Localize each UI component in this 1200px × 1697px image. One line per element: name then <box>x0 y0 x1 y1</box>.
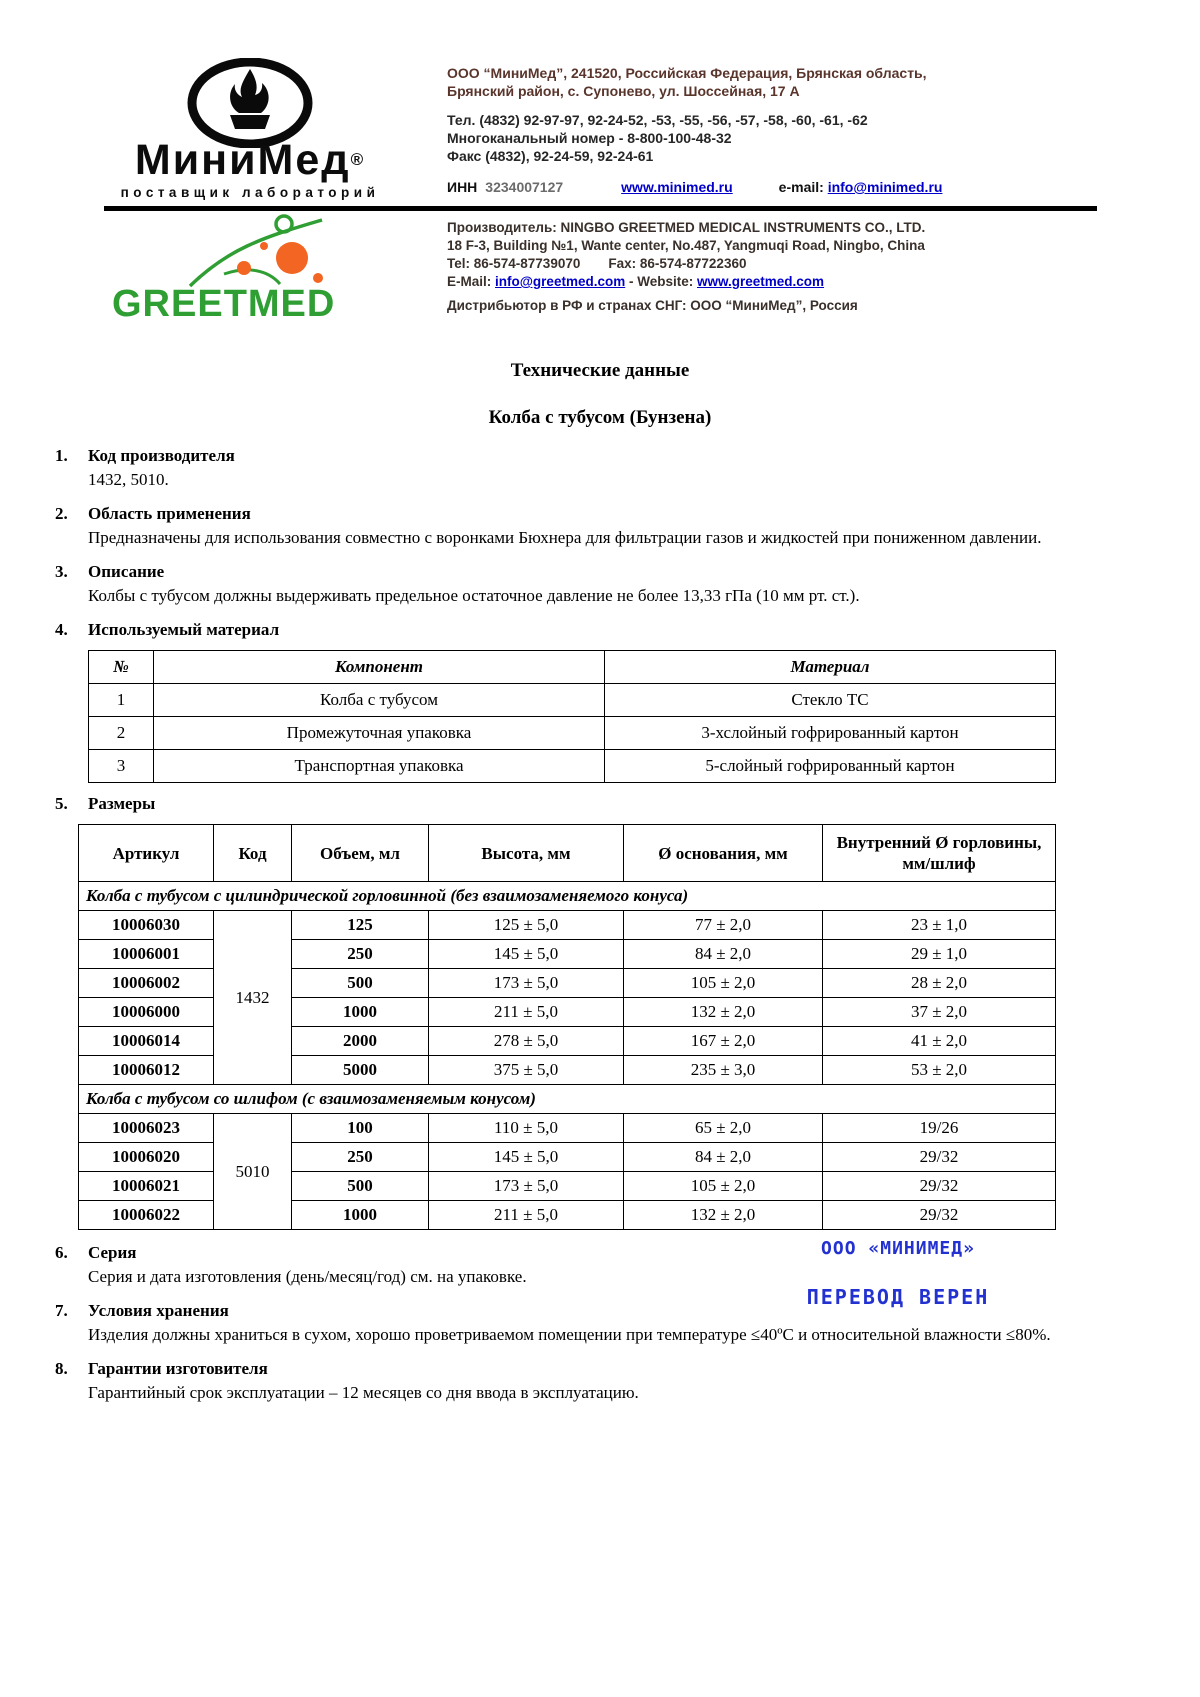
section-heading: Условия хранения <box>88 1301 229 1320</box>
stamp-company-line: ООО «МИНИМЕД» <box>821 1238 975 1259</box>
section-warranty <box>55 1358 1055 1404</box>
code-cell: 1432 <box>214 911 292 1085</box>
lamp-flame-icon <box>186 58 314 148</box>
base-cell: 77 ± 2,0 <box>624 911 823 940</box>
col-header-height: Высота, мм <box>429 825 624 882</box>
volume-cell: 250 <box>292 1143 429 1172</box>
inn-line <box>447 178 1102 196</box>
manufacturer-email-label: E-Mail: <box>447 274 492 289</box>
header-divider <box>104 206 1097 211</box>
base-cell: 167 ± 2,0 <box>624 1027 823 1056</box>
group-caption-row <box>79 882 1056 911</box>
volume-cell: 5000 <box>292 1056 429 1085</box>
neck-cell: 19/26 <box>823 1114 1056 1143</box>
translation-stamp <box>798 1238 998 1309</box>
table-header-row <box>79 825 1056 882</box>
phone-line: Тел. (4832) 92-97-97, 92-24-52, -53, -55, -56, -57, -58, -60, -61, -62 <box>447 112 868 128</box>
table-row <box>89 750 1056 783</box>
section-body: Предназначены для использования совместно с воронками Бюхнера для фильтрации газов и жидкостей при пониженном давлении. <box>88 528 1042 547</box>
company-address-line1: ООО “МиниМед”, 241520, Российская Федерация, Брянская область, <box>447 65 927 81</box>
section-number: 5. <box>55 794 68 813</box>
manufacturer-tel: Tel: 86-574-87739070 <box>447 256 581 271</box>
group-caption-row <box>79 1085 1056 1114</box>
article-cell: 10006022 <box>79 1201 214 1230</box>
group-caption: Колба с тубусом с цилиндрической горловинной (без взаимозаменяемого конуса) <box>79 882 1056 911</box>
volume-cell: 1000 <box>292 1201 429 1230</box>
table-row <box>89 717 1056 750</box>
height-cell: 145 ± 5,0 <box>429 940 624 969</box>
greetmed-logo <box>112 212 382 324</box>
section-number: 8. <box>55 1359 68 1378</box>
section-body: Гарантийный срок эксплуатации – 12 месяцев со дня ввода в эксплуатацию. <box>88 1383 639 1402</box>
inn-label: ИНН <box>447 179 478 195</box>
table-cell: Транспортная упаковка <box>154 750 605 783</box>
multichannel-line: Многоканальный номер - 8-800-100-48-32 <box>447 130 732 146</box>
article-cell: 10006021 <box>79 1172 214 1201</box>
brand-text: МиниМед <box>134 136 351 184</box>
fax-line: Факс (4832), 92-24-59, 92-24-61 <box>447 148 654 164</box>
article-cell: 10006030 <box>79 911 214 940</box>
section-description <box>55 561 1055 607</box>
company-address-line2: Брянский район, с. Супонево, ул. Шоссейная, 17 А <box>447 83 800 99</box>
section-body: Колбы с тубусом должны выдерживать предельное остаточное давление не более 13,33 гПа (10 мм рт. ст.). <box>88 586 860 605</box>
section-heading: Используемый материал <box>88 620 280 639</box>
neck-cell: 53 ± 2,0 <box>823 1056 1056 1085</box>
base-cell: 65 ± 2,0 <box>624 1114 823 1143</box>
col-header-neck-diameter: Внутренний Ø горловины, мм/шлиф <box>823 825 1056 882</box>
section-body: Изделия должны храниться в сухом, хорошо проветриваемом помещении при температуре ≤40ºС и относительной влажности ≤80%. <box>88 1325 1051 1344</box>
stamp-verified-line: ПЕРЕВОД ВЕРЕН <box>806 1285 990 1309</box>
code-cell: 5010 <box>214 1114 292 1230</box>
article-cell: 10006014 <box>79 1027 214 1056</box>
section-manufacturer-code <box>55 445 1055 491</box>
minimed-logo <box>100 58 400 200</box>
base-cell: 235 ± 3,0 <box>624 1056 823 1085</box>
section-heading: Код производителя <box>88 446 235 465</box>
table-cell: 1 <box>89 684 154 717</box>
article-cell: 10006012 <box>79 1056 214 1085</box>
neck-cell: 29 ± 1,0 <box>823 940 1056 969</box>
table-cell: 3 <box>89 750 154 783</box>
greetmed-wordmark: GREETMED <box>112 283 336 325</box>
volume-cell: 100 <box>292 1114 429 1143</box>
height-cell: 211 ± 5,0 <box>429 1201 624 1230</box>
article-cell: 10006002 <box>79 969 214 998</box>
table-cell: 3-хслойный гофрированный картон <box>605 717 1056 750</box>
manufacturer-email-link[interactable]: info@greetmed.com <box>495 274 626 289</box>
section-application <box>55 503 1055 549</box>
height-cell: 173 ± 5,0 <box>429 1172 624 1201</box>
manufacturer-website-link[interactable]: www.greetmed.com <box>697 274 825 289</box>
inn-value: 3234007127 <box>485 179 564 195</box>
height-cell: 278 ± 5,0 <box>429 1027 624 1056</box>
height-cell: 173 ± 5,0 <box>429 969 624 998</box>
neck-cell: 28 ± 2,0 <box>823 969 1056 998</box>
table-row <box>79 1114 1056 1143</box>
section-materials <box>55 619 1055 783</box>
section-number: 1. <box>55 446 68 465</box>
base-cell: 132 ± 2,0 <box>624 1201 823 1230</box>
table-row <box>89 684 1056 717</box>
height-cell: 211 ± 5,0 <box>429 998 624 1027</box>
website-link[interactable]: www.minimed.ru <box>621 179 733 195</box>
table-cell: 2 <box>89 717 154 750</box>
col-header-material: Материал <box>605 651 1056 684</box>
registered-mark: ® <box>350 150 366 169</box>
manufacturer-info <box>447 219 1102 314</box>
table-cell: Промежуточная упаковка <box>154 717 605 750</box>
base-cell: 105 ± 2,0 <box>624 1172 823 1201</box>
section-number: 6. <box>55 1243 68 1262</box>
col-header-article: Артикул <box>79 825 214 882</box>
section-heading: Гарантии изготовителя <box>88 1359 268 1378</box>
table-cell: Стекло ТС <box>605 684 1056 717</box>
col-header-number: № <box>89 651 154 684</box>
section-heading: Область применения <box>88 504 251 523</box>
article-cell: 10006020 <box>79 1143 214 1172</box>
greetmed-berries-icon <box>172 212 362 288</box>
article-cell: 10006000 <box>79 998 214 1027</box>
base-cell: 84 ± 2,0 <box>624 1143 823 1172</box>
height-cell: 145 ± 5,0 <box>429 1143 624 1172</box>
dimensions-table <box>78 824 1056 1230</box>
brand-name <box>100 138 400 182</box>
manufacturer-line2: 18 F-3, Building №1, Wante center, No.487, Yangmuqi Road, Ningbo, China <box>447 238 925 253</box>
manufacturer-telfax <box>447 255 1102 272</box>
col-header-volume: Объем, мл <box>292 825 429 882</box>
materials-table <box>88 650 1056 783</box>
table-cell: 5-слойный гофрированный картон <box>605 750 1056 783</box>
volume-cell: 250 <box>292 940 429 969</box>
section-heading: Размеры <box>88 794 156 813</box>
base-cell: 105 ± 2,0 <box>624 969 823 998</box>
neck-cell: 23 ± 1,0 <box>823 911 1056 940</box>
height-cell: 375 ± 5,0 <box>429 1056 624 1085</box>
email-link[interactable]: info@minimed.ru <box>827 179 943 195</box>
neck-cell: 29/32 <box>823 1172 1056 1201</box>
col-header-base-diameter: Ø основания, мм <box>624 825 823 882</box>
volume-cell: 2000 <box>292 1027 429 1056</box>
volume-cell: 1000 <box>292 998 429 1027</box>
manufacturer-web-line <box>447 273 1102 290</box>
neck-cell: 41 ± 2,0 <box>823 1027 1056 1056</box>
neck-cell: 37 ± 2,0 <box>823 998 1056 1027</box>
section-number: 3. <box>55 562 68 581</box>
height-cell: 125 ± 5,0 <box>429 911 624 940</box>
section-heading: Описание <box>88 562 165 581</box>
table-row <box>79 911 1056 940</box>
manufacturer-line1: Производитель: NINGBO GREETMED MEDICAL INSTRUMENTS CO., LTD. <box>447 220 926 235</box>
section-dimensions <box>55 793 1055 1230</box>
base-cell: 84 ± 2,0 <box>624 940 823 969</box>
section-number: 4. <box>55 620 68 639</box>
volume-cell: 125 <box>292 911 429 940</box>
neck-cell: 29/32 <box>823 1201 1056 1230</box>
email-label: e-mail: <box>778 179 824 195</box>
col-header-component: Компонент <box>154 651 605 684</box>
manufacturer-fax: Fax: 86-574-87722360 <box>608 256 747 271</box>
company-contacts <box>447 64 1102 196</box>
document-content <box>0 360 1200 1404</box>
brand-tagline: поставщик лабораторий <box>120 185 380 200</box>
table-cell: Колба с тубусом <box>154 684 605 717</box>
section-heading: Серия <box>88 1243 137 1262</box>
group-caption: Колба с тубусом со шлифом (с взаимозаменяемым конусом) <box>79 1085 1056 1114</box>
section-body: 1432, 5010. <box>88 470 169 489</box>
section-number: 2. <box>55 504 68 523</box>
article-cell: 10006001 <box>79 940 214 969</box>
section-body: Серия и дата изготовления (день/месяц/год) см. на упаковке. <box>88 1267 527 1286</box>
table-header-row <box>89 651 1056 684</box>
height-cell: 110 ± 5,0 <box>429 1114 624 1143</box>
section-number: 7. <box>55 1301 68 1320</box>
base-cell: 132 ± 2,0 <box>624 998 823 1027</box>
distributor-line: Дистрибьютор в РФ и странах СНГ: ООО “МиниМед”, Россия <box>447 298 858 313</box>
col-header-code: Код <box>214 825 292 882</box>
article-cell: 10006023 <box>79 1114 214 1143</box>
manufacturer-website-sep: - Website: <box>628 274 694 289</box>
document-title: Технические данные <box>510 360 690 381</box>
volume-cell: 500 <box>292 1172 429 1201</box>
volume-cell: 500 <box>292 969 429 998</box>
neck-cell: 29/32 <box>823 1143 1056 1172</box>
document-subtitle: Колба с тубусом (Бунзена) <box>488 407 712 428</box>
